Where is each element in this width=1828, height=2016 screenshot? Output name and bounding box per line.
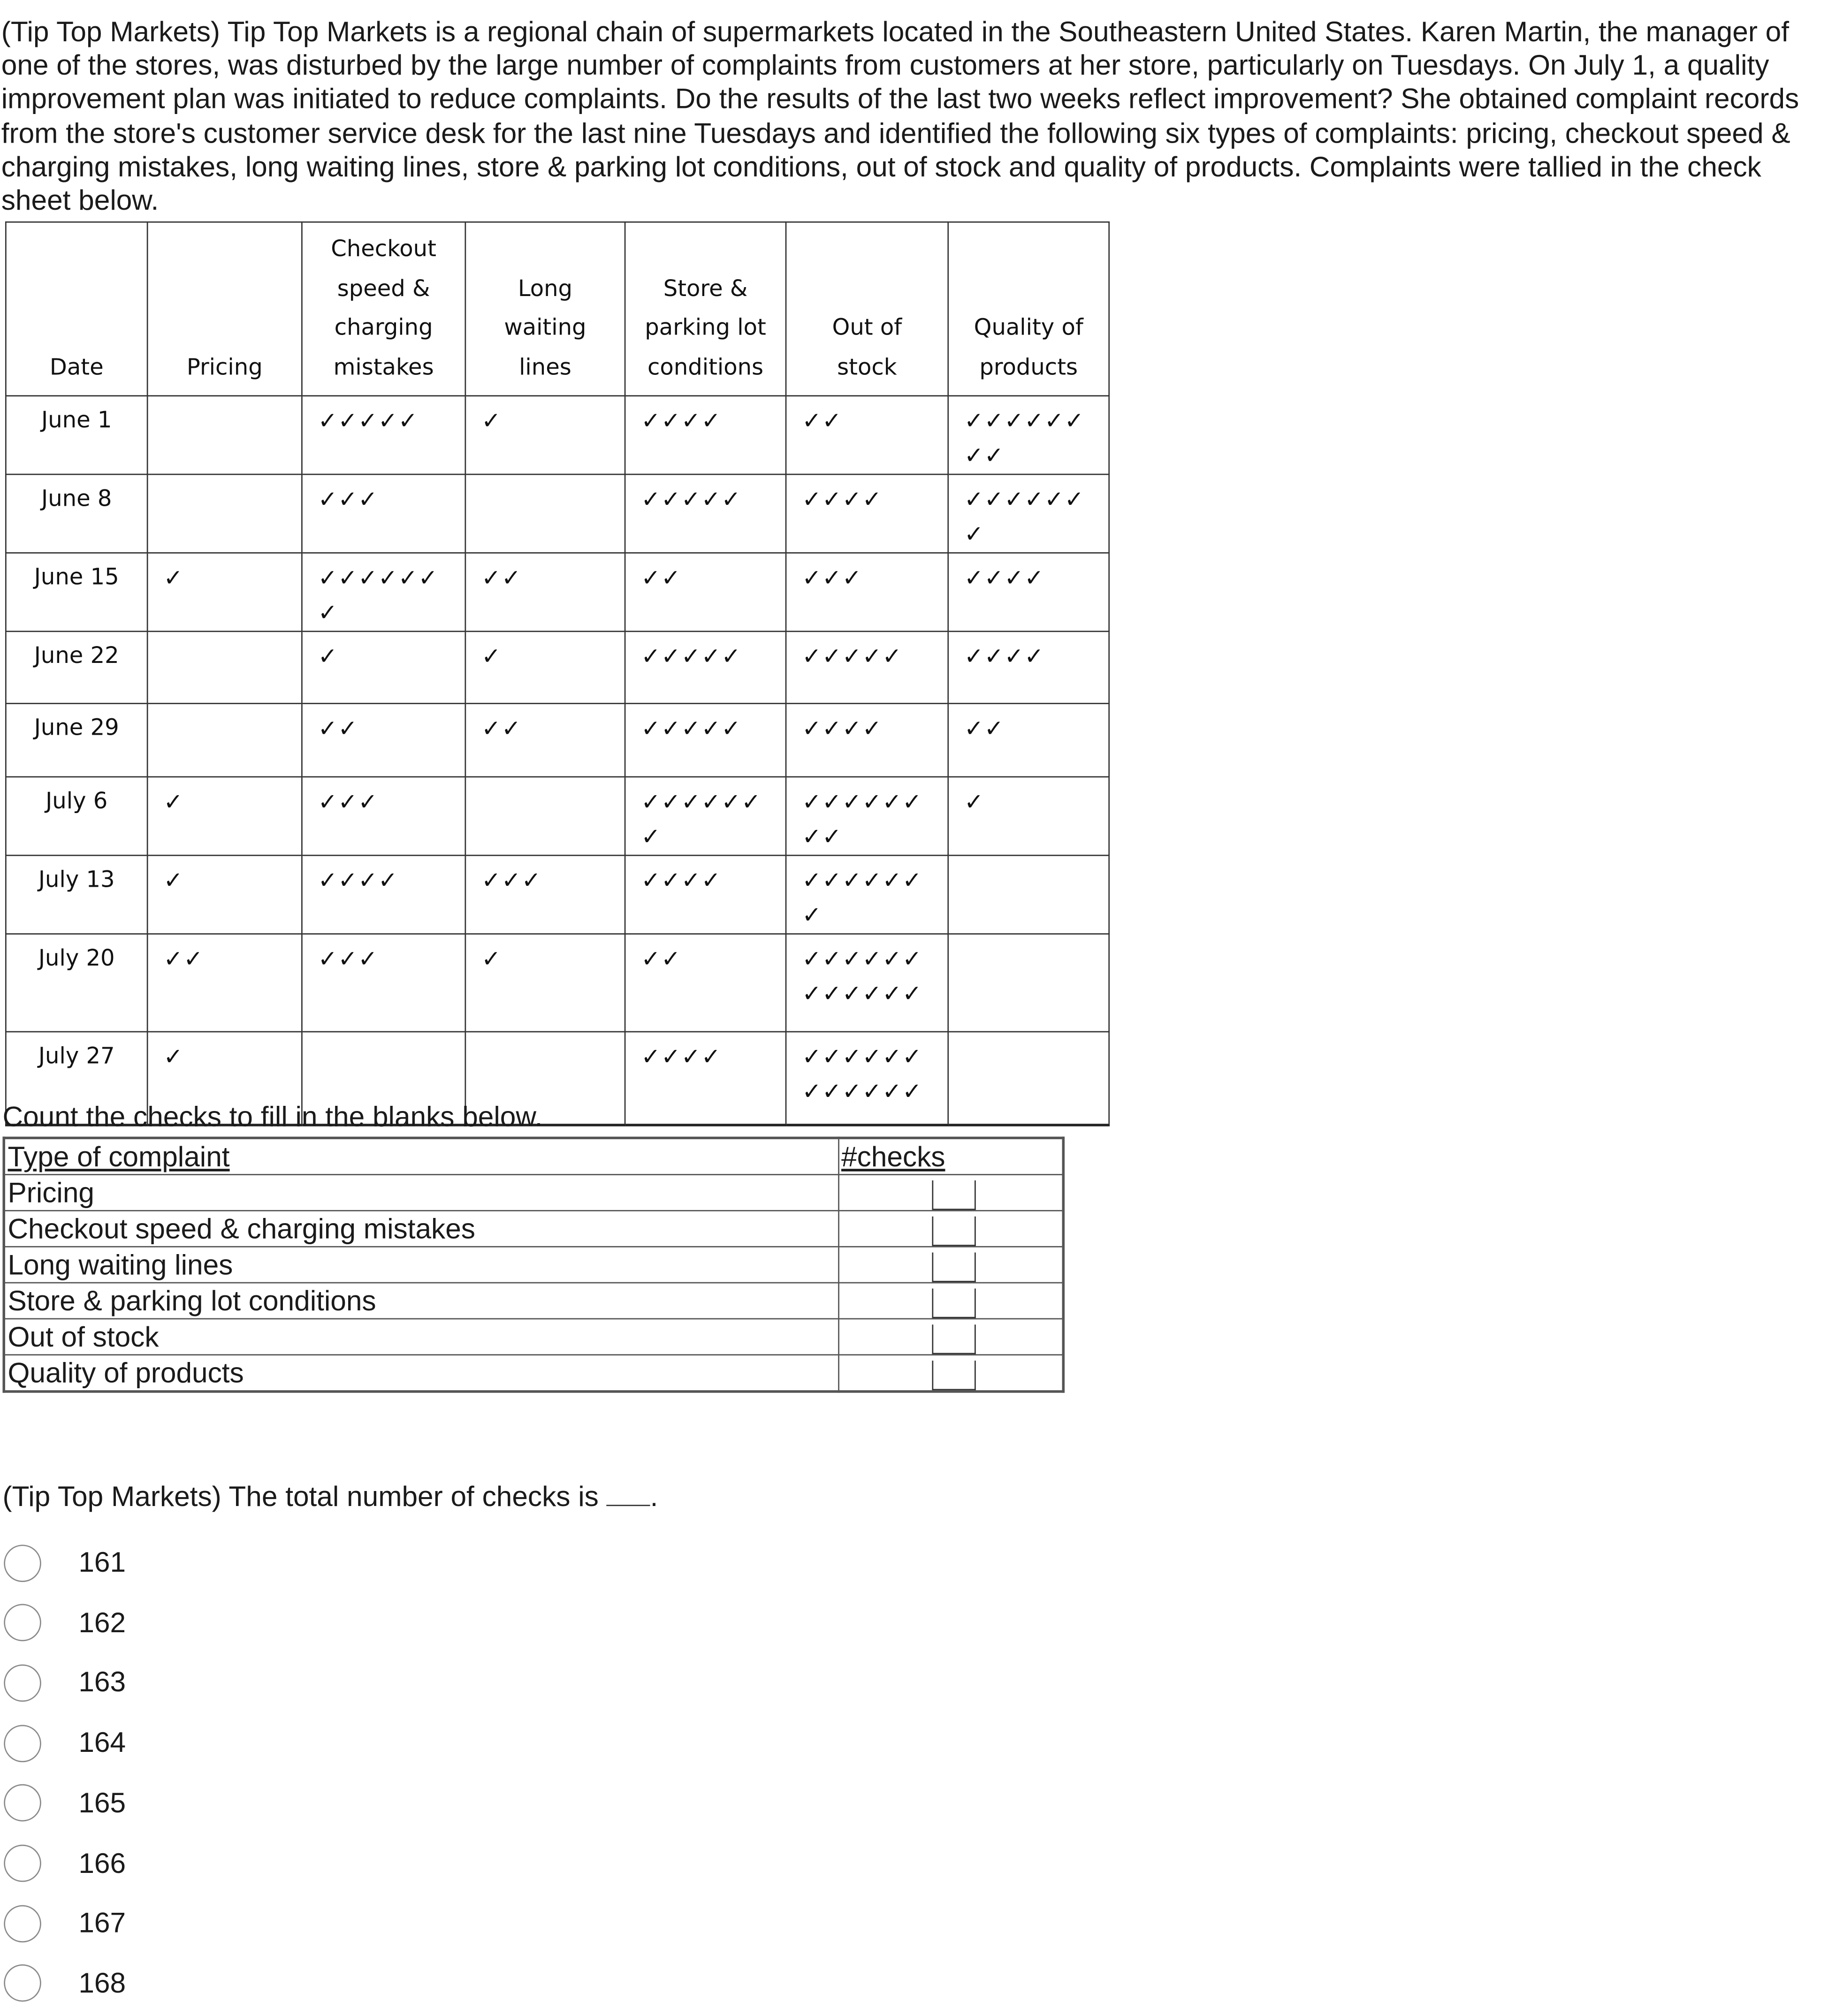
- tally-cell: [302, 703, 465, 776]
- answer-option[interactable]: [0, 1840, 258, 1887]
- tally-marks: ✓✓✓✓✓✓: [802, 946, 922, 974]
- date-cell: July 20: [6, 934, 147, 1032]
- tally-marks: ✓: [318, 643, 338, 671]
- tally-marks: ✓✓✓✓✓: [641, 643, 742, 671]
- tally-marks: ✓: [163, 565, 184, 593]
- tally-cell: [786, 631, 948, 704]
- tally-marks: ✓✓✓: [318, 789, 378, 816]
- tally-marks: ✓: [481, 946, 502, 974]
- question-text: [2, 1480, 658, 1514]
- checks-count-cell[interactable]: [838, 1210, 1063, 1247]
- tally-marks: ✓: [802, 902, 823, 929]
- tally-marks: ✓✓✓: [318, 487, 378, 514]
- header-line: lines: [519, 354, 571, 380]
- check-sheet-row: [6, 631, 1109, 704]
- checks-count-cell[interactable]: [838, 1355, 1063, 1392]
- header-line: speed &: [337, 276, 430, 302]
- tally-marks: ✓✓✓✓✓: [802, 643, 903, 671]
- tally-marks: ✓✓: [481, 565, 522, 593]
- tally-marks: ✓✓: [964, 715, 1005, 743]
- header-line: charging: [334, 315, 433, 342]
- tally-marks: ✓: [163, 789, 184, 816]
- tally-cell: [302, 396, 465, 474]
- tally-marks: ✓: [481, 643, 502, 671]
- complaint-type-cell: Quality of products: [4, 1355, 838, 1392]
- tally-marks: ✓: [964, 789, 984, 816]
- answer-blank[interactable]: [931, 1361, 975, 1390]
- header-line: Long: [518, 276, 573, 302]
- header-line: products: [979, 354, 1078, 380]
- radio-button[interactable]: [4, 1604, 41, 1642]
- header-line: Checkout: [331, 236, 436, 263]
- tally-cell: [948, 631, 1109, 704]
- tally-cell: [465, 777, 625, 855]
- tally-cell: [465, 631, 625, 704]
- tally-cell: [948, 1032, 1109, 1125]
- date-cell: July 13: [6, 855, 147, 934]
- tally-cell: [948, 474, 1109, 553]
- radio-button[interactable]: [4, 1544, 41, 1582]
- tally-marks: ✓: [641, 823, 662, 851]
- answer-row: [4, 1283, 1063, 1319]
- tally-marks: ✓✓✓✓: [964, 643, 1045, 671]
- header-line: waiting: [504, 315, 586, 342]
- tally-marks: ✓✓✓✓✓✓: [802, 1079, 922, 1106]
- question-suffix: .: [650, 1480, 658, 1513]
- tally-cell: [465, 396, 625, 474]
- option-label: 161: [78, 1546, 126, 1578]
- tally-marks: ✓✓: [802, 823, 842, 851]
- tally-cell: [948, 855, 1109, 934]
- tally-cell: [302, 777, 465, 855]
- tally-marks: ✓✓: [641, 565, 681, 593]
- date-cell: June 29: [6, 703, 147, 776]
- date-cell: June 15: [6, 553, 147, 631]
- tally-cell: [625, 553, 786, 631]
- answer-blank[interactable]: [931, 1324, 975, 1354]
- tally-marks: ✓✓✓✓✓✓: [318, 565, 439, 593]
- answer-row: [4, 1210, 1063, 1247]
- answer-row: [4, 1319, 1063, 1355]
- tally-marks: ✓✓: [802, 408, 842, 435]
- header-line: conditions: [647, 354, 764, 380]
- tally-cell: [625, 631, 786, 704]
- tally-cell: [147, 631, 302, 704]
- header-line: Store &: [663, 276, 748, 302]
- tally-cell: [948, 703, 1109, 776]
- check-sheet-header-row: [6, 222, 1109, 396]
- header-waiting: [465, 222, 625, 396]
- answer-row: [4, 1247, 1063, 1283]
- tally-cell: [147, 553, 302, 631]
- tally-cell: [302, 934, 465, 1032]
- answer-option[interactable]: [0, 1960, 258, 2007]
- tally-marks: ✓: [481, 408, 502, 435]
- header-store-parking: [625, 222, 786, 396]
- tally-marks: ✓✓✓: [802, 565, 862, 593]
- complaint-type-cell: Long waiting lines: [4, 1247, 838, 1283]
- tally-cell: [302, 631, 465, 704]
- complaint-type-cell: Out of stock: [4, 1319, 838, 1355]
- radio-button[interactable]: [4, 1664, 41, 1702]
- tally-marks: ✓✓✓✓✓: [318, 408, 419, 435]
- tally-marks: ✓✓✓✓: [641, 408, 722, 435]
- tally-cell: [625, 934, 786, 1032]
- tally-cell: [786, 396, 948, 474]
- tally-cell: [625, 703, 786, 776]
- tally-cell: [302, 474, 465, 553]
- tally-marks: ✓✓✓✓✓✓: [802, 867, 922, 895]
- tally-cell: [948, 553, 1109, 631]
- answer-blank[interactable]: [931, 1253, 975, 1282]
- tally-cell: [465, 855, 625, 934]
- check-sheet-row: [6, 777, 1109, 855]
- answer-row: [4, 1175, 1063, 1211]
- tally-cell: [147, 934, 302, 1032]
- tally-cell: [465, 703, 625, 776]
- header-line: Quality of: [974, 315, 1083, 342]
- tally-marks: ✓✓✓✓✓✓: [802, 789, 922, 816]
- header-date: [6, 222, 147, 396]
- header-quality: [948, 222, 1109, 396]
- tally-marks: ✓✓: [163, 946, 204, 974]
- tally-cell: [147, 855, 302, 934]
- type-of-complaint-header: Type of complaint: [4, 1138, 838, 1174]
- tally-cell: [465, 553, 625, 631]
- tally-marks: ✓: [163, 867, 184, 895]
- check-sheet-row: [6, 396, 1109, 474]
- check-sheet-row: [6, 855, 1109, 934]
- tally-cell: [625, 855, 786, 934]
- answer-option[interactable]: [0, 1600, 258, 1646]
- header-checkout: [302, 222, 465, 396]
- header-out-of-stock: [786, 222, 948, 396]
- date-cell: June 22: [6, 631, 147, 704]
- tally-cell: [786, 934, 948, 1032]
- tally-marks: ✓✓: [641, 946, 681, 974]
- tally-marks: ✓✓✓✓✓✓: [802, 1044, 922, 1071]
- answer-option[interactable]: [0, 1539, 258, 1586]
- tally-cell: [625, 1032, 786, 1125]
- tally-cell: [625, 396, 786, 474]
- tally-marks: ✓: [163, 1044, 184, 1071]
- tally-cell: [948, 934, 1109, 1032]
- tally-marks: ✓✓✓: [481, 867, 542, 895]
- count-prompt: Count the checks to fill in the blanks below.: [2, 1100, 543, 1133]
- tally-marks: ✓✓: [964, 442, 1005, 470]
- radio-button[interactable]: [4, 1845, 41, 1882]
- check-sheet-row: [6, 703, 1109, 776]
- header-line: parking lot: [645, 315, 766, 342]
- tally-cell: [948, 396, 1109, 474]
- answer-option[interactable]: [0, 1720, 258, 1766]
- tally-cell: [302, 553, 465, 631]
- tally-marks: ✓✓✓✓✓✓: [964, 487, 1085, 514]
- check-sheet-body: [6, 396, 1109, 1125]
- date-cell: July 27: [6, 1032, 147, 1125]
- question-stem: (Tip Top Markets) The total number of checks is: [2, 1480, 599, 1513]
- header-line: mistakes: [333, 354, 434, 380]
- tally-marks: ✓✓: [318, 715, 358, 743]
- radio-button[interactable]: [4, 1965, 41, 2002]
- tally-cell: [786, 474, 948, 553]
- option-label: 166: [78, 1846, 126, 1879]
- checks-header: #checks: [838, 1138, 1063, 1174]
- tally-cell: [786, 553, 948, 631]
- option-label: 163: [78, 1666, 126, 1699]
- tally-marks: ✓✓: [481, 715, 522, 743]
- answer-option[interactable]: [0, 1780, 258, 1826]
- option-label: 162: [78, 1606, 126, 1638]
- tally-marks: ✓✓✓✓✓: [641, 715, 742, 743]
- checks-count-cell[interactable]: [838, 1247, 1063, 1283]
- tally-marks: ✓✓✓✓✓: [641, 487, 742, 514]
- tally-marks: ✓✓✓✓: [641, 1044, 722, 1071]
- check-sheet-row: [6, 934, 1109, 1032]
- question-blank: [606, 1482, 650, 1506]
- answer-row: [4, 1355, 1063, 1392]
- tally-marks: ✓✓✓✓: [641, 867, 722, 895]
- header-pricing: [147, 222, 302, 396]
- checks-count-cell[interactable]: [838, 1175, 1063, 1211]
- answer-option[interactable]: [0, 1660, 258, 1706]
- date-cell: June 8: [6, 474, 147, 553]
- tally-marks: ✓✓✓✓: [964, 565, 1045, 593]
- answer-option[interactable]: [0, 1900, 258, 1947]
- date-cell: June 1: [6, 396, 147, 474]
- radio-button[interactable]: [4, 1785, 41, 1822]
- option-label: 164: [78, 1726, 126, 1759]
- option-label: 165: [78, 1786, 126, 1819]
- answer-blank[interactable]: [931, 1288, 975, 1318]
- answer-header-row: [4, 1138, 1063, 1174]
- header-line: Out of: [832, 315, 902, 342]
- radio-button[interactable]: [4, 1905, 41, 1942]
- checks-count-cell[interactable]: [838, 1319, 1063, 1355]
- tally-cell: [147, 396, 302, 474]
- complaint-type-cell: Store & parking lot conditions: [4, 1283, 838, 1319]
- problem-intro: (Tip Top Markets) Tip Top Markets is a regional chain of supermarkets located in the Southeastern United States. Karen Martin, the manager of one of the stores, was disturbed by the large number of complaints from customers at her store, particularly on Tuesdays. On July 1, a quality improvement plan was initiated to reduce complaints. Do the results of the last two weeks reflect improvement? She obtained complaint records from the store's customer service desk for the last nine Tuesdays and identified the following six types of complaints: pricing, checkout speed & charging mistakes, long waiting lines, store & parking lot conditions, out of stock and quality of products. Complaints were tallied in the check sheet below.: [1, 15, 1799, 216]
- complaint-type-cell: Checkout speed & charging mistakes: [4, 1210, 838, 1247]
- check-sheet-row: [6, 474, 1109, 553]
- check-sheet-row: [6, 553, 1109, 631]
- tally-cell: [786, 1032, 948, 1125]
- tally-marks: ✓✓✓✓: [802, 487, 883, 514]
- answer-blank[interactable]: [931, 1217, 975, 1246]
- header-line: stock: [837, 354, 897, 380]
- tally-cell: [147, 703, 302, 776]
- tally-marks: ✓✓✓: [318, 946, 378, 974]
- tally-cell: [786, 703, 948, 776]
- tally-cell: [465, 934, 625, 1032]
- tally-cell: [625, 777, 786, 855]
- radio-button[interactable]: [4, 1724, 41, 1762]
- header-line: Date: [49, 354, 104, 380]
- tally-marks: ✓✓✓✓: [318, 867, 398, 895]
- tally-cell: [302, 855, 465, 934]
- tally-cell: [786, 777, 948, 855]
- answer-blank[interactable]: [931, 1180, 975, 1210]
- checks-count-cell[interactable]: [838, 1283, 1063, 1319]
- header-line: Pricing: [186, 354, 263, 380]
- complaint-type-cell: Pricing: [4, 1175, 838, 1211]
- check-sheet: [5, 221, 1110, 1126]
- tally-marks: ✓✓✓✓✓✓: [964, 408, 1085, 435]
- tally-cell: [625, 474, 786, 553]
- option-label: 167: [78, 1906, 126, 1939]
- tally-marks: ✓: [318, 600, 338, 627]
- tally-marks: ✓✓✓✓: [802, 715, 883, 743]
- answer-table: [2, 1137, 1065, 1393]
- date-cell: July 6: [6, 777, 147, 855]
- tally-cell: [147, 777, 302, 855]
- option-label: 168: [78, 1967, 126, 1999]
- tally-cell: [786, 855, 948, 934]
- tally-marks: ✓: [964, 521, 984, 548]
- tally-marks: ✓✓✓✓✓✓: [802, 981, 922, 1008]
- tally-cell: [948, 777, 1109, 855]
- tally-cell: [147, 474, 302, 553]
- tally-cell: [465, 474, 625, 553]
- tally-marks: ✓✓✓✓✓✓: [641, 789, 762, 816]
